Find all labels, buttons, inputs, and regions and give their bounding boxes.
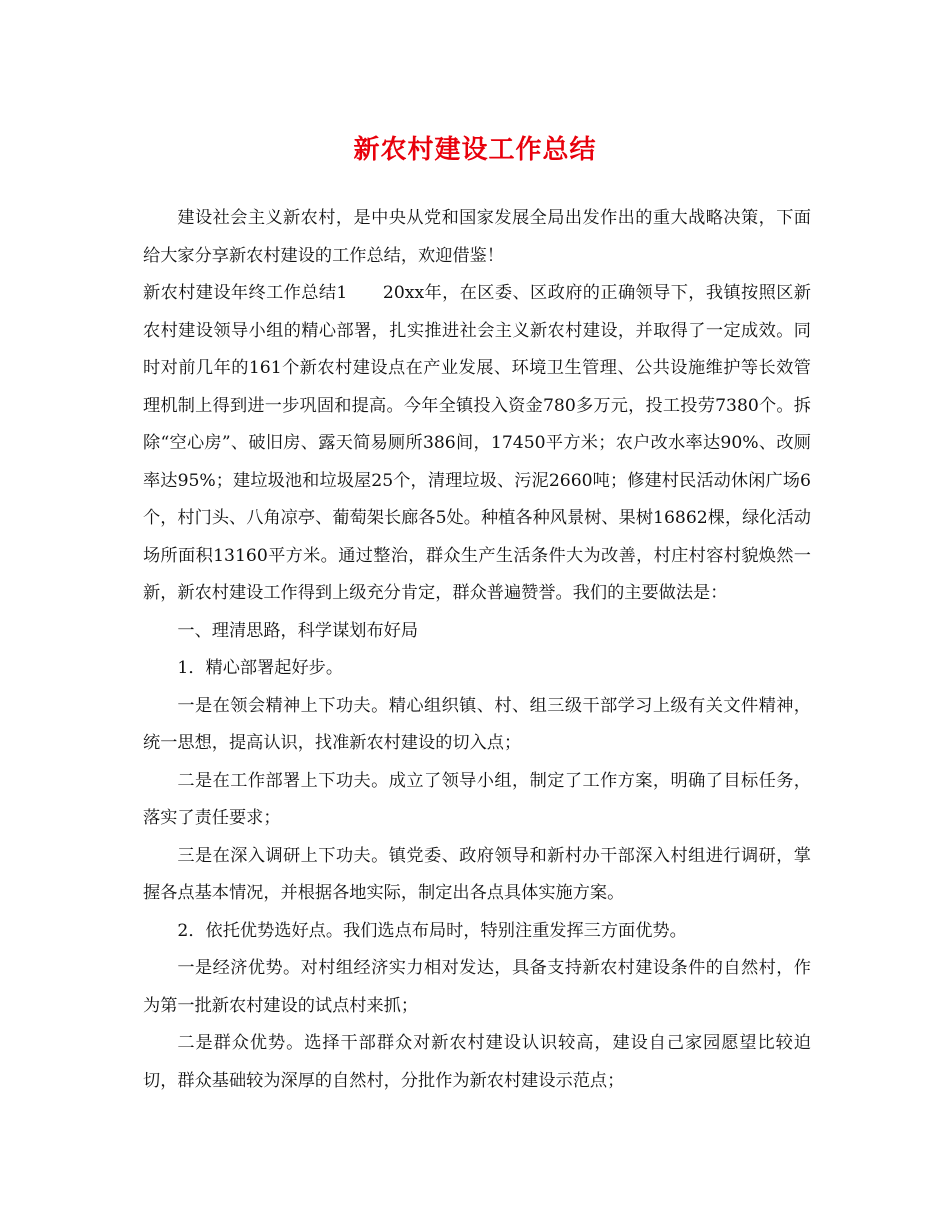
paragraph: 一是经济优势。对村组经济实力相对发达，具备支持新农村建设条件的自然村，作为第一批新农村建设的试点村来抓； <box>143 958 811 1016</box>
paragraph: 新农村建设年终工作总结1 20xx年，在区委、区政府的正确领导下，我镇按照区新农村建设领导小组的精心部署，扎实推进社会主义新农村建设，并取得了一定成效。同时对前几年的161个新农村建设点在产业发展、环境卫生管理、公共设施维护等长效管理机制上得到进一步巩固和提高。今年全镇投入资金780多万元，投工投劳7380个。拆除“空心房”、破旧房、露天简易厕所386间，17450平方米；农户改水率达90%、改厕率达95%；建垃圾池和垃圾屋25个，清理垃圾、污泥2660吨；修建村民活动休闲广场6个，村门头、八角凉亭、葡萄架长廊各5处。种植各种风景树、果树16862棵，绿化活动场所面积13160平方米。通过整治，群众生产生活条件大为改善，村庄村容村貌焕然一新，新农村建设工作得到上级充分肯定，群众普遍赞誉。我们的主要做法是： <box>143 283 811 603</box>
paragraph: 二是群众优势。选择干部群众对新农村建设认识较高，建设自己家园愿望比较迫切，群众基础较为深厚的自然村，分批作为新农村建设示范点； <box>143 1033 811 1091</box>
subsection-heading: 2．依托优势选好点。我们选点布局时，特别注重发挥三方面优势。 <box>177 920 687 941</box>
paragraph: 建设社会主义新农村，是中央从党和国家发展全局出发作出的重大战略决策，下面给大家分享新农村建设的工作总结，欢迎借鉴！ <box>143 208 811 266</box>
paragraph: 一是在领会精神上下功夫。精心组织镇、村、组三级干部学习上级有关文件精神，统一思想，提高认识，找准新农村建设的切入点； <box>143 695 811 753</box>
page-title: 新农村建设工作总结 <box>353 135 597 165</box>
section-heading: 一、理清思路，科学谋划布好局 <box>177 620 419 641</box>
subsection-heading: 1．精心部署起好步。 <box>177 658 344 678</box>
document-body <box>143 200 811 1100</box>
paragraph: 三是在深入调研上下功夫。镇党委、政府领导和新村办干部深入村组进行调研，掌握各点基本情况，并根据各地实际，制定出各点具体实施方案。 <box>143 845 811 903</box>
paragraph: 二是在工作部署上下功夫。成立了领导小组，制定了工作方案，明确了目标任务，落实了责任要求； <box>143 770 811 828</box>
